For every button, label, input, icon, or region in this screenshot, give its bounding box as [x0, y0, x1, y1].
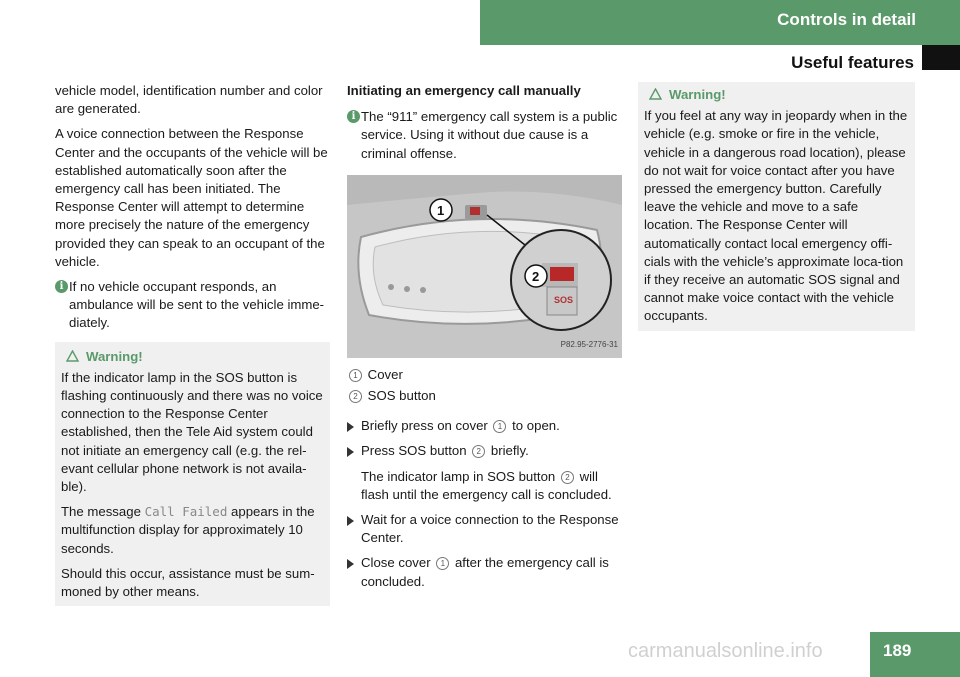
- arrow-icon: [347, 422, 354, 432]
- info-text: If no vehicle occupant responds, an ambulance will be sent to the vehicle imme-diately.: [69, 279, 325, 331]
- column-right: [638, 82, 915, 331]
- paragraph: vehicle model, identification number and color are generated.: [55, 83, 323, 117]
- column-left: [55, 82, 330, 606]
- sos-button-figure: [347, 175, 622, 358]
- warning-heading: [61, 348, 324, 366]
- warning-text: If the indicator lamp in the SOS button is flashing continuously and there was no voice connection to the Response Center established, then the Tele Aid system could not initiate an emergency call (e.g. the rel-evant cellular phone network is not availa-ble).: [61, 369, 323, 495]
- header-marker: [922, 45, 960, 70]
- section-header: [480, 0, 960, 45]
- sos-label: SOS: [554, 294, 574, 305]
- warning-icon: [66, 350, 79, 362]
- warning-box: [638, 82, 915, 331]
- info-icon: i: [55, 280, 68, 293]
- section-title: Controls in detail: [777, 10, 916, 29]
- warning-title: Warning!: [86, 348, 143, 364]
- section-heading: Initiating an emergency call manually: [347, 83, 581, 98]
- paragraph: A voice connection between the Response Center and the occupants of the vehicle will be established automatically soon after the emergency call has been initiated. The Response Center will attempt to determine more precisely the nature of the emergency provided they can speak to an occupant of the vehicle.: [55, 126, 328, 269]
- callout-2: 2: [532, 268, 540, 284]
- warning-icon: [649, 88, 662, 100]
- warning-title: Warning!: [669, 87, 726, 102]
- subsection-title: Useful features: [791, 53, 914, 72]
- warning-text: Should this occur, assistance must be sum-moned by other means.: [61, 565, 315, 600]
- callout-number: 1: [349, 369, 362, 382]
- arrow-icon: [347, 516, 354, 526]
- figure-code: P82.95-2776-31: [560, 339, 618, 349]
- instruction-step: Wait for a voice connection to the Response Center.: [347, 511, 625, 547]
- instruction-step: Press SOS button 2 briefly.: [347, 442, 625, 460]
- callout-number: 2: [349, 390, 362, 403]
- page-number-tab: [870, 632, 960, 677]
- legend-item: 2 SOS button: [347, 387, 625, 405]
- arrow-icon: [347, 559, 354, 569]
- legend-item: 1 Cover: [347, 366, 625, 384]
- display-message: Call Failed: [144, 504, 228, 520]
- page-number: 189: [883, 641, 912, 660]
- instruction-step: Briefly press on cover 1 to open.: [347, 417, 625, 435]
- mirror-illustration: [347, 175, 622, 358]
- watermark: carmanualsonline.info: [628, 640, 823, 662]
- column-middle: [347, 82, 625, 598]
- step-note: The indicator lamp in SOS button 2 will flash until the emergency call is concluded.: [361, 468, 612, 502]
- warning-text: The message Call Failed appears in the multifunction display for approximately 10 seconds.: [61, 504, 315, 556]
- warning-text: If you feel at any way in jeopardy when in the vehicle (e.g. smoke or fire in the vehicle, vehicle in a dangerous road location), please do not wait for voice contact after you have pressed the emergency button. Carefully leave the vehicle and move to a safe location. The Response Center will automatically contact local emergency offi-cials with the vehicle’s approximate loca-tion if they receive an automatic SOS signal and cannot make voice contact with the vehicle occupants.: [644, 108, 908, 324]
- warning-box: [55, 342, 330, 607]
- arrow-icon: [347, 447, 354, 457]
- info-icon: i: [347, 110, 360, 123]
- info-note: [347, 108, 625, 163]
- callout-1: 1: [437, 202, 445, 218]
- info-note: [55, 278, 330, 333]
- warning-heading: [644, 86, 909, 104]
- instruction-step: Close cover 1 after the emergency call is concluded.: [347, 554, 625, 590]
- info-text: The “911” emergency call system is a public service. Using it without due cause is a criminal offense.: [361, 109, 618, 161]
